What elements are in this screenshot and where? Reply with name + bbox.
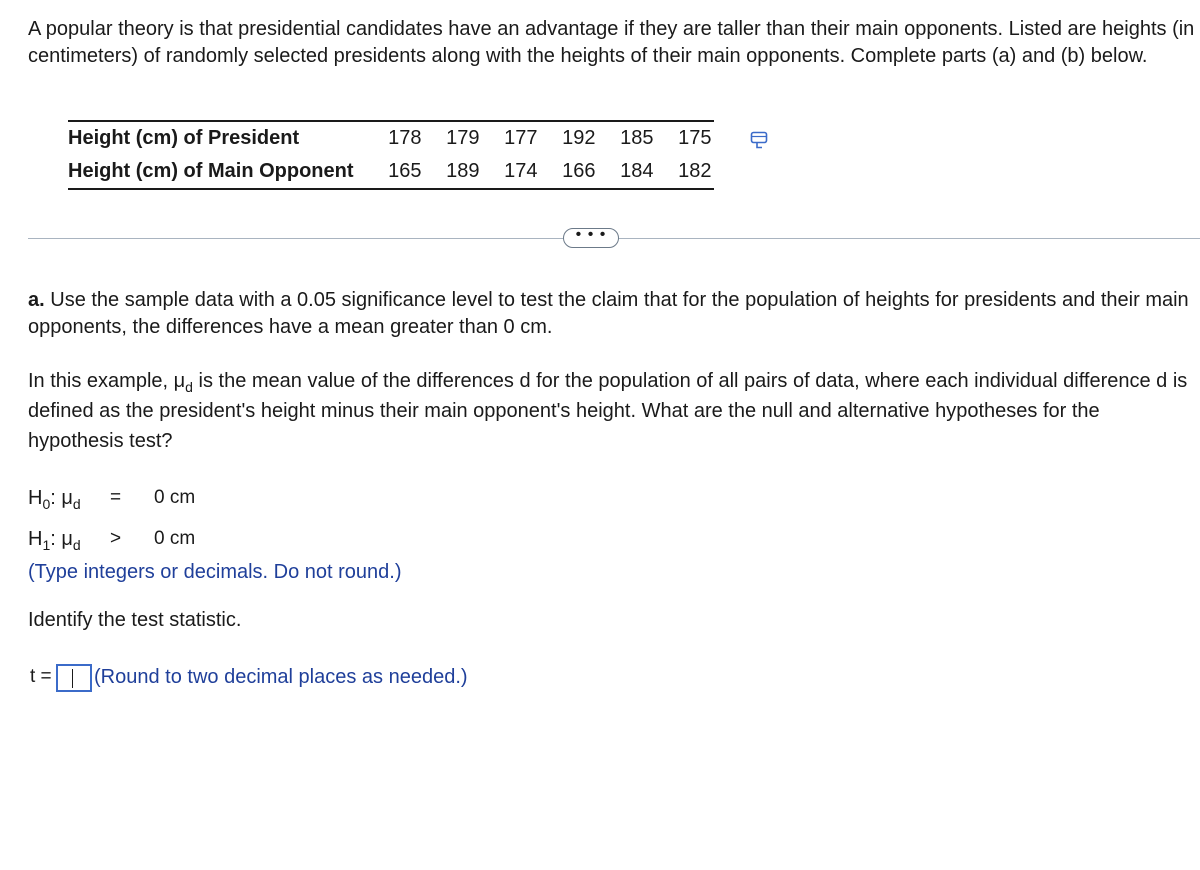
more-options-button[interactable] (563, 228, 619, 248)
hypothesis-instruction: (Type integers or decimals. Do not round.) (28, 561, 402, 583)
null-hypothesis (28, 483, 196, 513)
mu-subscript: d (185, 379, 193, 395)
text-caret (72, 669, 73, 688)
copy-icon[interactable] (750, 130, 770, 150)
table-cell: 178 (366, 121, 424, 155)
ellipsis-icon: • • • (575, 226, 607, 243)
table-row-president (68, 121, 714, 155)
table-cell: 185 (598, 121, 656, 155)
alt-value-field[interactable]: 0 cm (154, 528, 196, 549)
h-symbol: H (28, 528, 43, 550)
null-hypothesis-label (28, 483, 81, 513)
context-text: is the mean value of the differences d for the population of all pairs of data, where each individual difference d is defined as the president's height minus their main opponent's height. What are the null and alternative hypotheses for the hypothesis test? (28, 370, 1188, 452)
table-row-opponent (68, 155, 714, 189)
context-text: In this example, (28, 370, 174, 392)
part-a-label: a. (28, 289, 45, 311)
alternative-hypothesis (28, 524, 196, 554)
h-symbol: H (28, 487, 43, 509)
h-subscript: 1 (42, 537, 51, 553)
context-question (28, 366, 1193, 456)
alt-relation-select[interactable]: > (110, 528, 122, 549)
t-label: t = (30, 666, 52, 687)
row-label: Height (cm) of Main Opponent (68, 155, 366, 189)
table-cell: 189 (424, 155, 482, 189)
t-value-input[interactable] (56, 664, 92, 692)
table-cell: 165 (366, 155, 424, 189)
part-a-question (28, 287, 1193, 341)
part-a-text: Use the sample data with a 0.05 significance level to test the claim that for the population of heights for presidents and their main opponents, the differences have a mean greater than 0 cm. (28, 289, 1189, 338)
parameter-symbol: : μ (50, 528, 73, 550)
problem-intro: A popular theory is that presidential candidates have an advantage if they are taller than their main opponents. Listed are heights (in centimeters) of randomly selected presidents along with the heights of their main opponents. Complete parts (a) and (b) below. (28, 18, 1195, 67)
row-label: Height (cm) of President (68, 121, 366, 155)
table-cell: 184 (598, 155, 656, 189)
parameter-subscript: d (72, 537, 81, 553)
table-cell: 179 (424, 121, 482, 155)
mu-symbol: μ (173, 370, 186, 392)
table-cell: 182 (656, 155, 714, 189)
table-cell: 166 (540, 155, 598, 189)
table-cell: 177 (482, 121, 540, 155)
heights-table (68, 120, 714, 190)
table-cell: 192 (540, 121, 598, 155)
null-value-field[interactable]: 0 cm (154, 487, 196, 508)
table-cell: 174 (482, 155, 540, 189)
h-subscript: 0 (42, 496, 51, 512)
test-statistic-prompt: Identify the test statistic. (28, 609, 242, 631)
parameter-symbol: : μ (50, 487, 73, 509)
rounding-instruction: (Round to two decimal places as needed.) (94, 666, 468, 688)
alt-hypothesis-label (28, 524, 81, 554)
null-relation-select[interactable]: = (110, 487, 122, 508)
table-cell: 175 (656, 121, 714, 155)
parameter-subscript: d (72, 496, 81, 512)
